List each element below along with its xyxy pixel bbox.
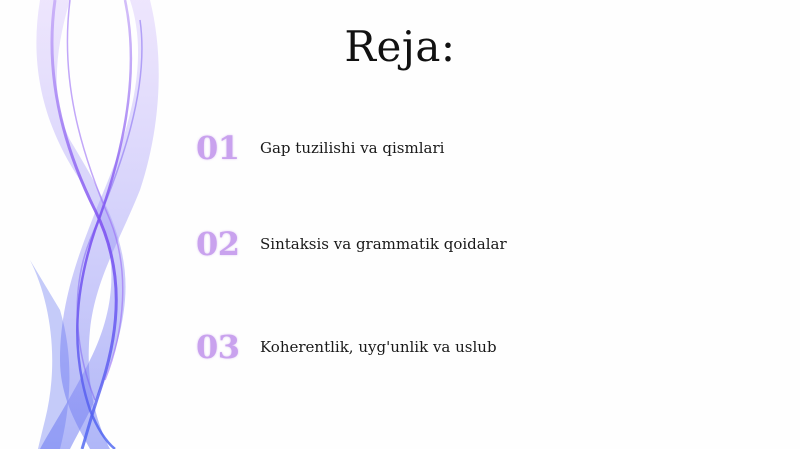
agenda-item-1 — [196, 129, 444, 167]
agenda-item-2 — [196, 225, 507, 263]
agenda-text: Sintaksis va grammatik qoidalar — [260, 235, 507, 253]
purple-smoke-decoration — [0, 0, 200, 449]
agenda-number: 01 — [196, 129, 240, 167]
agenda-number: 03 — [196, 328, 240, 366]
agenda-item-3 — [196, 328, 497, 366]
slide-title: Reja: — [344, 22, 456, 71]
agenda-text: Koherentlik, uyg'unlik va uslub — [260, 338, 497, 356]
agenda-number: 02 — [196, 225, 240, 263]
agenda-text: Gap tuzilishi va qismlari — [260, 139, 445, 157]
